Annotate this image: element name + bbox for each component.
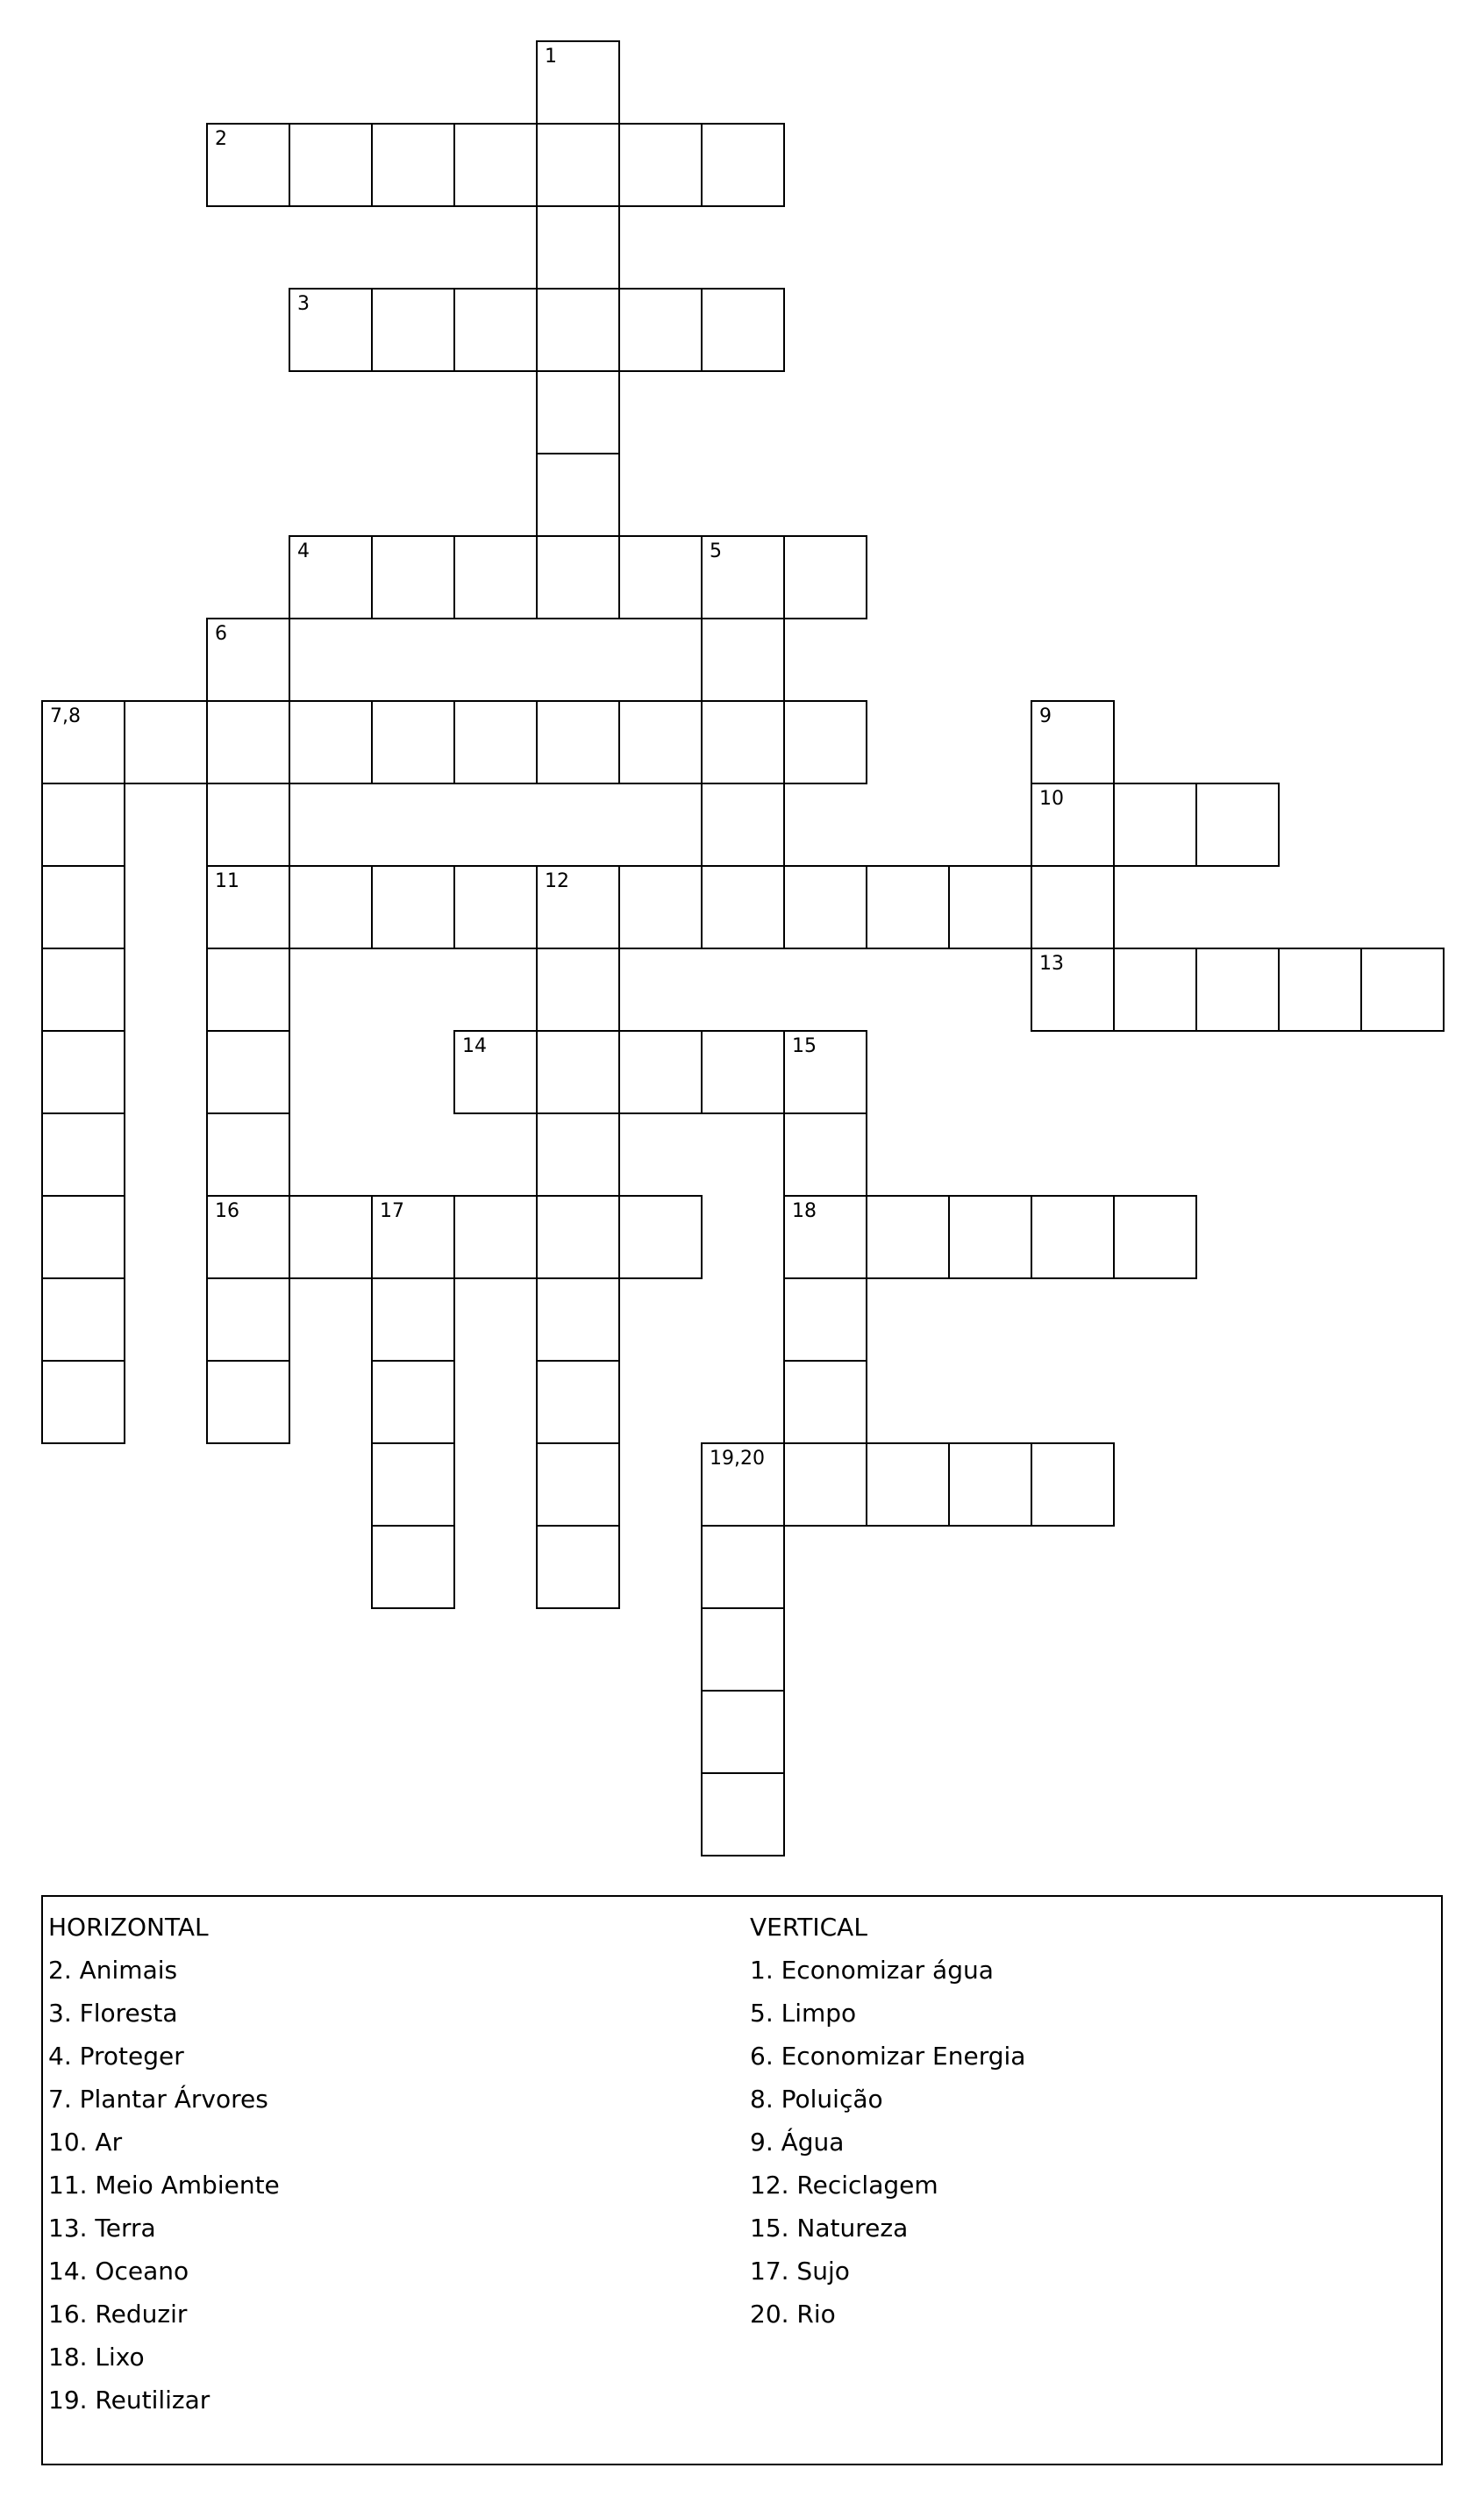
clue-number: 18 (792, 1200, 817, 1222)
horizontal-clues (48, 1897, 280, 2422)
vertical-clue: 8. Poluição (750, 2085, 883, 2114)
grid-cell[interactable] (536, 1442, 620, 1527)
grid-cell[interactable] (536, 1195, 620, 1279)
grid-cell[interactable] (536, 535, 620, 619)
grid-cell[interactable] (701, 1030, 785, 1114)
grid-cell[interactable] (1113, 1195, 1197, 1279)
grid-cell[interactable] (371, 1195, 455, 1279)
grid-cell[interactable] (1113, 948, 1197, 1032)
grid-cell[interactable] (536, 700, 620, 784)
horizontal-clue: 3. Floresta (48, 1999, 178, 2028)
grid-cell[interactable] (536, 1277, 620, 1362)
grid-cell[interactable] (41, 1195, 125, 1279)
grid-cell[interactable] (618, 1195, 703, 1279)
grid-cell[interactable] (41, 783, 125, 867)
grid-cell[interactable] (41, 1030, 125, 1114)
horizontal-clue: 2. Animais (48, 1956, 178, 1985)
horizontal-clue: 19. Reutilizar (48, 2386, 210, 2414)
grid-cell[interactable] (536, 40, 620, 125)
clue-number: 15 (792, 1035, 817, 1057)
grid-cell[interactable] (536, 865, 620, 949)
grid-cell[interactable] (41, 1112, 125, 1197)
vertical-heading: VERTICAL (750, 1913, 867, 1942)
grid-cell[interactable] (1031, 783, 1115, 867)
grid-cell[interactable] (453, 700, 538, 784)
grid-cell[interactable] (289, 865, 373, 949)
grid-cell[interactable] (1360, 948, 1445, 1032)
grid-cell[interactable] (701, 1525, 785, 1609)
grid-cell[interactable] (866, 1442, 950, 1527)
grid-cell[interactable] (371, 1277, 455, 1362)
horizontal-clue: 4. Proteger (48, 2042, 184, 2071)
grid-cell[interactable] (41, 948, 125, 1032)
grid-cell[interactable] (866, 1195, 950, 1279)
grid-cell[interactable] (618, 123, 703, 207)
clue-number: 13 (1039, 953, 1064, 975)
grid-cell[interactable] (206, 1360, 290, 1444)
grid-cell[interactable] (701, 865, 785, 949)
grid-cell[interactable] (701, 288, 785, 372)
grid-cell[interactable] (453, 1030, 538, 1114)
grid-cell[interactable] (453, 288, 538, 372)
grid-cell[interactable] (206, 948, 290, 1032)
grid-cell[interactable] (371, 1442, 455, 1527)
grid-cell[interactable] (948, 1442, 1032, 1527)
grid-cell[interactable] (206, 700, 290, 784)
grid-cell[interactable] (1031, 1195, 1115, 1279)
grid-cell[interactable] (289, 700, 373, 784)
grid-cell[interactable] (536, 1360, 620, 1444)
grid-cell[interactable] (783, 535, 867, 619)
grid-cell[interactable] (536, 1112, 620, 1197)
clue-number: 5 (710, 540, 722, 562)
clue-number: 7,8 (50, 705, 81, 727)
grid-cell[interactable] (783, 1030, 867, 1114)
clue-number: 1 (545, 46, 557, 68)
grid-cell[interactable] (453, 1195, 538, 1279)
grid-cell[interactable] (783, 1112, 867, 1197)
grid-cell[interactable] (289, 535, 373, 619)
grid-cell[interactable] (701, 700, 785, 784)
grid-cell[interactable] (371, 123, 455, 207)
clue-number: 6 (215, 623, 227, 645)
grid-cell[interactable] (1195, 783, 1280, 867)
grid-cell[interactable] (41, 1360, 125, 1444)
grid-cell[interactable] (1031, 1442, 1115, 1527)
grid-cell[interactable] (1195, 948, 1280, 1032)
horizontal-clue: 7. Plantar Árvores (48, 2085, 268, 2114)
grid-cell[interactable] (948, 1195, 1032, 1279)
grid-cell[interactable] (701, 123, 785, 207)
vertical-clue: 20. Rio (750, 2300, 836, 2329)
grid-cell[interactable] (206, 618, 290, 702)
grid-cell[interactable] (701, 783, 785, 867)
clue-number: 10 (1039, 788, 1064, 810)
grid-cell[interactable] (1031, 948, 1115, 1032)
grid-cell[interactable] (783, 1277, 867, 1362)
grid-cell[interactable] (701, 1607, 785, 1692)
horizontal-heading: HORIZONTAL (48, 1913, 209, 1942)
grid-cell[interactable] (618, 700, 703, 784)
grid-cell[interactable] (536, 205, 620, 290)
grid-cell[interactable] (701, 1690, 785, 1774)
clue-number: 16 (215, 1200, 239, 1222)
grid-cell[interactable] (783, 700, 867, 784)
clue-number: 9 (1039, 705, 1052, 727)
clue-number: 19,20 (710, 1448, 765, 1470)
vertical-clue: 17. Sujo (750, 2257, 850, 2286)
grid-cell[interactable] (536, 370, 620, 454)
grid-cell[interactable] (536, 1030, 620, 1114)
clue-number: 17 (380, 1200, 404, 1222)
grid-cell[interactable] (206, 123, 290, 207)
grid-cell[interactable] (618, 865, 703, 949)
grid-cell[interactable] (206, 1030, 290, 1114)
grid-cell[interactable] (289, 1195, 373, 1279)
grid-cell[interactable] (1278, 948, 1362, 1032)
grid-cell[interactable] (618, 1030, 703, 1114)
grid-cell[interactable] (289, 288, 373, 372)
clue-number: 2 (215, 128, 227, 150)
clue-box (41, 1895, 1443, 2465)
grid-cell[interactable] (453, 865, 538, 949)
grid-cell[interactable] (618, 535, 703, 619)
grid-cell[interactable] (41, 1277, 125, 1362)
grid-cell[interactable] (783, 1360, 867, 1444)
grid-cell[interactable] (1031, 700, 1115, 784)
grid-cell[interactable] (41, 700, 125, 784)
horizontal-clue: 14. Oceano (48, 2257, 189, 2286)
grid-cell[interactable] (701, 1772, 785, 1856)
grid-cell[interactable] (206, 865, 290, 949)
grid-cell[interactable] (371, 1525, 455, 1609)
grid-cell[interactable] (289, 123, 373, 207)
grid-cell[interactable] (783, 1195, 867, 1279)
vertical-clue: 9. Água (750, 2128, 845, 2157)
grid-cell[interactable] (701, 1442, 785, 1527)
grid-cell[interactable] (783, 1442, 867, 1527)
clue-number: 14 (462, 1035, 487, 1057)
grid-cell[interactable] (371, 535, 455, 619)
vertical-clues (750, 1897, 1025, 2336)
grid-cell[interactable] (41, 865, 125, 949)
grid-cell[interactable] (866, 865, 950, 949)
grid-cell[interactable] (206, 1112, 290, 1197)
clue-number: 12 (545, 870, 569, 892)
grid-cell[interactable] (536, 948, 620, 1032)
grid-cell[interactable] (1031, 865, 1115, 949)
grid-cell[interactable] (206, 783, 290, 867)
grid-cell[interactable] (453, 123, 538, 207)
horizontal-clue: 11. Meio Ambiente (48, 2171, 280, 2200)
grid-cell[interactable] (701, 535, 785, 619)
vertical-clue: 6. Economizar Energia (750, 2042, 1026, 2071)
grid-cell[interactable] (536, 453, 620, 537)
vertical-clue: 1. Economizar água (750, 1956, 994, 1985)
horizontal-clue: 13. Terra (48, 2214, 156, 2243)
grid-cell[interactable] (536, 1525, 620, 1609)
grid-cell[interactable] (701, 618, 785, 702)
grid-cell[interactable] (1113, 783, 1197, 867)
grid-cell[interactable] (371, 288, 455, 372)
grid-cell[interactable] (371, 1360, 455, 1444)
grid-cell[interactable] (371, 700, 455, 784)
clue-number: 11 (215, 870, 239, 892)
clue-number: 4 (297, 540, 310, 562)
vertical-clue: 5. Limpo (750, 1999, 857, 2028)
grid-cell[interactable] (206, 1277, 290, 1362)
horizontal-clue: 16. Reduzir (48, 2300, 188, 2329)
horizontal-clue: 10. Ar (48, 2128, 123, 2157)
grid-cell[interactable] (124, 700, 208, 784)
vertical-clue: 12. Reciclagem (750, 2171, 938, 2200)
grid-cell[interactable] (453, 535, 538, 619)
grid-cell[interactable] (536, 123, 620, 207)
vertical-clue: 15. Natureza (750, 2214, 909, 2243)
grid-cell[interactable] (783, 865, 867, 949)
grid-cell[interactable] (371, 865, 455, 949)
grid-cell[interactable] (206, 1195, 290, 1279)
grid-cell[interactable] (618, 288, 703, 372)
grid-cell[interactable] (536, 288, 620, 372)
horizontal-clue: 18. Lixo (48, 2343, 145, 2372)
grid-cell[interactable] (948, 865, 1032, 949)
clue-number: 3 (297, 293, 310, 315)
